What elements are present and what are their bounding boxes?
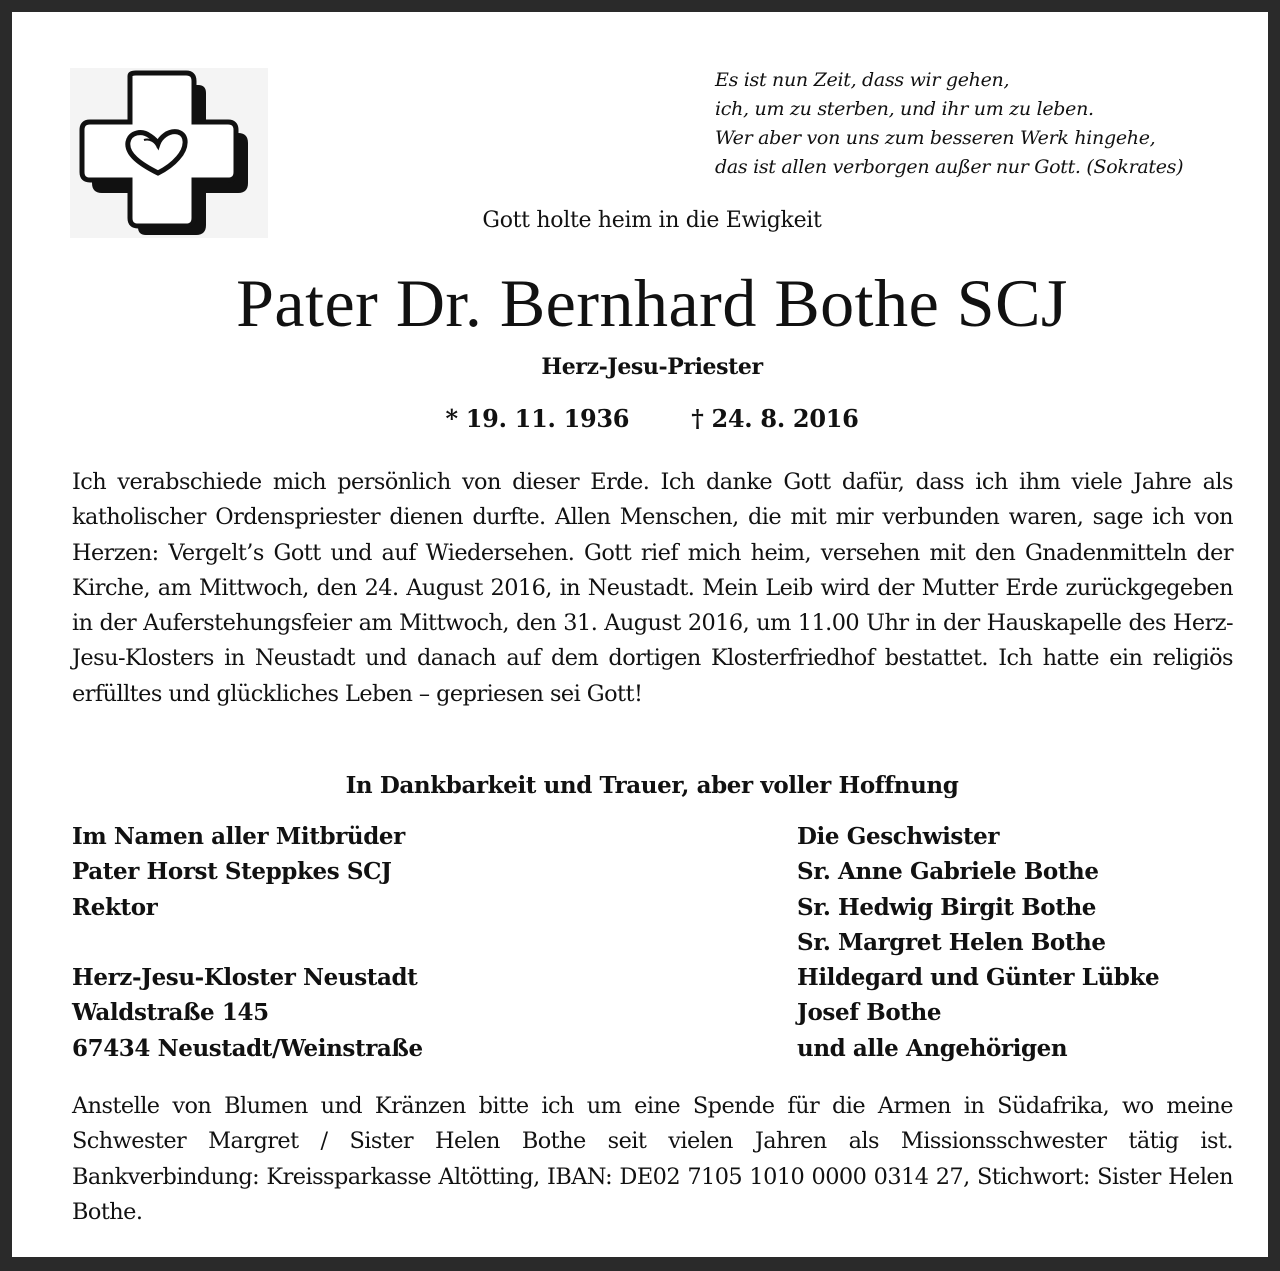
farewell-text: Ich verabschiede mich persönlich von dieser Erde. Ich danke Gott dafür, dass ich ihm viele Jahre als katholischer Ordenspriester dienen durfte. Allen Menschen, die mit mir verbunden waren, sage ich von Herzen: Vergelt’s Gott und auf Wiedersehen. Gott rief mich heim, versehen mit den Gnadenmitteln der Kirche, am Mittwoch, den 24. August 2016, in Neustadt. Mein Leib wird der Mutter Erde zurückgegeben in der Auferstehungsfeier am Mittwoch, den 31. August 2016, um 11.00 Uhr in der Hauskapelle des Herz-Jesu-Klosters in Neustadt und danach auf dem dortigen Klosterfriedhof bestattet. Ich hatte ein religiös erfülltes und glückliches Leben – gepriesen sei Gott!	[72, 469, 1233, 707]
donation-note: Anstelle von Blumen und Kränzen bitte ich um eine Spende für die Armen in Südafrika, wo meine Schwester Margret / Sister Helen Bothe seit vielen Jahren als Missionsschwester tätig ist. Bankverbindung: Kreissparkasse Altötting, IBAN: DE02 7105 1010 0000 0314 27, Stichwort: Sister Helen Bothe.	[72, 1093, 1233, 1225]
mourner-line: Sr. Margret Helen Bothe	[797, 928, 1106, 956]
mourner-line: Die Geschwister	[797, 823, 1000, 850]
birth-date: * 19. 11. 1936	[445, 404, 630, 433]
address-line: Herz-Jesu-Kloster Neustadt	[72, 964, 418, 992]
quote-line: das ist allen verborgen außer nur Gott. (Sokrates)	[715, 156, 1184, 178]
mourner-line: Josef Bothe	[797, 999, 942, 1027]
mourner-line: Rektor	[72, 893, 158, 921]
quote-line: ich, um zu sterben, und ihr um zu leben.	[715, 98, 1094, 120]
quote-line: Es ist nun Zeit, dass wir gehen,	[715, 69, 1010, 91]
mourner-line: Pater Horst Steppkes SCJ	[72, 858, 392, 886]
mourner-line: Sr. Hedwig Birgit Bothe	[797, 893, 1097, 921]
address-line: Waldstraße 145	[72, 999, 269, 1027]
order-title: Herz-Jesu-Priester	[541, 354, 763, 380]
mourners-right-column	[797, 819, 1159, 1066]
sokrates-quote	[715, 66, 1255, 182]
address-line: 67434 Neustadt/Weinstraße	[72, 1034, 423, 1062]
mourner-line: und alle Angehörigen	[797, 1034, 1068, 1062]
mourner-line: Hildegard und Günter Lübke	[797, 964, 1160, 992]
death-date: † 24. 8. 2016	[691, 404, 859, 433]
mourner-line: Im Namen aller Mitbrüder	[72, 823, 405, 850]
quote-line: Wer aber von uns zum besseren Werk hingehe,	[715, 127, 1156, 149]
mourner-line	[72, 925, 423, 960]
mourner-line: Sr. Anne Gabriele Bothe	[797, 858, 1099, 886]
intro-line: Gott holte heim in die Ewigkeit	[482, 208, 822, 233]
life-dates	[12, 404, 1280, 433]
deceased-name: Pater Dr. Bernhard Bothe SCJ	[236, 265, 1068, 341]
mourners-left-column	[72, 819, 423, 1066]
thanks-line: In Dankbarkeit und Trauer, aber voller Hoffnung	[345, 772, 959, 799]
